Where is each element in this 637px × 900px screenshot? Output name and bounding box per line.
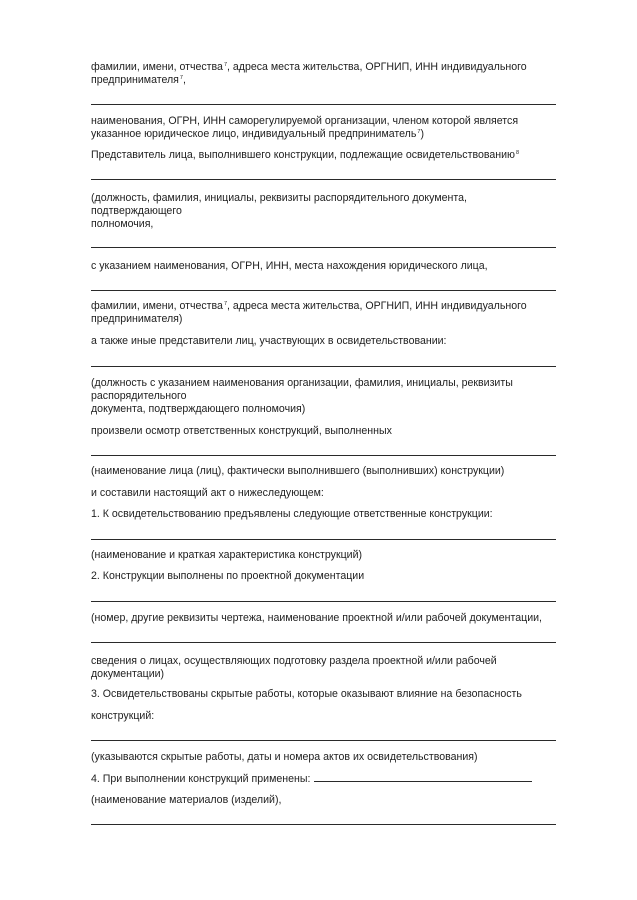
text-line-29: (наименование материалов (изделий), [91,794,282,806]
text-line-28: 4. При выполнении конструкций применены: [91,772,565,786]
text-line-27: (указываются скрытые работы, даты и номера актов их освидетельствования) [91,751,478,763]
text-line-26: конструкций: [91,710,155,722]
text-line-19: 1. К освидетельствованию предъявлены следующие ответственные конструкции: [91,508,493,520]
text-line-23: сведения о лицах, осуществляющих подготовку раздела проектной и/или рабочей [91,655,497,667]
fill-line-7[interactable] [91,539,556,540]
text-line-11: предпринимателя) [91,313,183,325]
text-line-20: (наименование и краткая характеристика конструкций) [91,549,363,561]
text-line-13: (должность с указанием наименования организации, фамилия, инициалы, реквизиты [91,377,513,389]
fill-line-5[interactable] [91,366,556,367]
text-line-8: полномочия, [91,218,154,230]
text-line-2: предпринимателя$^7$, [91,74,186,86]
fill-line-10[interactable] [91,740,556,741]
text-line-22: (номер, другие реквизиты чертежа, наименование проектной и/или рабочей документации, [91,612,542,624]
fill-line-6[interactable] [91,455,556,456]
fill-line-3[interactable] [91,247,556,248]
fill-line-4[interactable] [91,290,556,291]
fill-line-11[interactable] [91,824,556,825]
fill-line-2[interactable] [91,179,556,180]
text-line-1: фамилии, имени, отчества$^7$, адреса места жительства, ОРГНИП, ИНН индивидуального [91,61,527,73]
text-line-10: фамилии, имени, отчества$^7$, адреса места жительства, ОРГНИП, ИНН индивидуального [91,300,527,312]
text-line-3: наименования, ОГРН, ИНН саморегулируемой организации, членом которой является [91,115,519,127]
text-line-14: распорядительного [91,390,187,402]
text-line-4: указанное юридическое лицо, индивидуальный предприниматель$^7$) [91,128,424,140]
text-line-21: 2. Конструкции выполнены по проектной документации [91,570,365,582]
text-line-12: а также иные представители лиц, участвующих в освидетельствовании: [91,335,447,347]
text-line-6: (должность, фамилия, инициалы, реквизиты распорядительного документа, [91,192,467,204]
fill-line-1[interactable] [91,104,556,105]
fill-line-9[interactable] [91,642,556,643]
text-line-7: подтверждающего [91,205,182,217]
text-line-24: документации) [91,668,165,680]
text-line-5: Представитель лица, выполнившего конструкции, подлежащие освидетельствованию$^8$ [91,149,520,161]
text-line-17: (наименование лица (лиц), фактически выполнившего (выполнивших) конструкции) [91,465,505,477]
text-line-16: произвели осмотр ответственных конструкций, выполненных [91,425,392,437]
fill-line-8[interactable] [91,601,556,602]
text-line-25: 3. Освидетельствованы скрытые работы, которые оказывают влияние на безопасность [91,688,522,700]
text-line-9: с указанием наименования, ОГРН, ИНН, места нахождения юридического лица, [91,260,488,272]
text-line-15: документа, подтверждающего полномочия) [91,403,306,415]
inline-fill-line[interactable] [314,772,532,782]
text-line-18: и составили настоящий акт о нижеследующем: [91,487,324,499]
